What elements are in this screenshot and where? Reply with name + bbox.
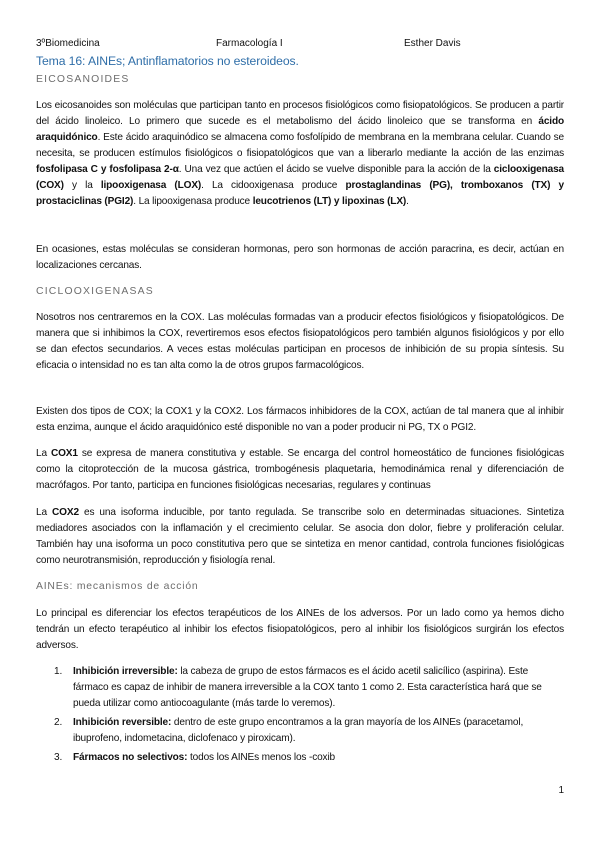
section-heading-ciclooxigenasas: CICLOOXIGENASAS xyxy=(36,286,154,297)
header-course: 3ºBiomedicina xyxy=(36,38,100,49)
document-title: Tema 16: AINEs; Antinflamatorios no esteroideos. xyxy=(36,54,299,68)
page-number: 1 xyxy=(558,785,564,796)
section-heading-aines: AINEs: mecanismos de acción xyxy=(36,581,199,592)
header-author: Esther Davis xyxy=(404,38,461,49)
paragraph-eicosanoides-intro: Los eicosanoides son moléculas que participan tanto en procesos fisiológicos como fisiopatológicos. Se producen a partir del ácido linoleico. Lo primero que sucede es el metabolismo del ácido linoleico que se transforma en ácido araquidónico. Este ácido araquinódico se almacena como fosfolípido de membrana en la membrana celular. Cuando se necesita, se producen estímulos fisiológicos o fisiopatológicos que van a liberarlo mediante la acción de las enzimas fosfolipasa C y fosfolipasa 2-α. Una vez que actúen el ácido se vuelve disponible para la acción de la ciclooxigenasa (COX) y la lipooxigenasa (LOX). La cidooxigenasa produce prostaglandinas (PG), tromboxanos (TX) y prostaciclinas (PGI2). La lipooxigenasa produce leucotrienos (LT) y lipoxinas (LX). xyxy=(36,100,565,207)
paragraph-cox1: La COX1 se expresa de manera constitutiva y estable. Se encarga del control homeostático de funciones fisiológicas como la citoprotección de la mucosa gástrica, trombogénesis plaquetaria, hemodinámica renal y diferenciación de macrófagos. Por tanto, participa en funciones fisiológicas necesarias, regulares y continuas xyxy=(36,448,564,491)
header-subject: Farmacología I xyxy=(216,38,283,49)
paragraph-eicosanoides-hormonas: En ocasiones, estas moléculas se consideran hormonas, pero son hormonas de acción paracrina, es decir, actúan en localizaciones cercanas. xyxy=(36,244,564,271)
section-heading-eicosanoides: EICOSANOIDES xyxy=(36,74,130,85)
paragraph-aines-intro: Lo principal es diferenciar los efectos terapéuticos de los AINEs de los adversos. Por un lado como ya hemos dicho tendrán un efecto terapéutico al inhibir los efectos fisiopatológicos, pero al inhibir los fisiológicos surgirán los efectos adversos. xyxy=(36,608,564,651)
list-item: 1. Inhibición irreversible: la cabeza de grupo de estos fármacos es el ácido acetil salicílico (aspirina). Este fármaco es capaz de inhibir de manera irreversible a la COX tanto 1 como 2. Esta característica hará que se pueda utilizar como antiocoagulante (más tarde lo veremos). xyxy=(54,666,542,709)
aines-list xyxy=(36,664,564,769)
list-item: 2. Inhibición reversible: dentro de este grupo encontramos a la gran mayoría de los AINEs (paracetamol, ibuprofeno, indometacina, diclofenaco y piroxicam). xyxy=(54,717,524,744)
paragraph-cox-intro: Nosotros nos centraremos en la COX. Las moléculas formadas van a producir efectos fisiológicos y fisiopatológicos. De manera que si inhibimos la COX, revertiremos esos efectos fisiopatológicos pero también algunos fisiológicos y por ello se dan efectos secundarios. A veces estas moléculas participan en procesos de inhibición de su propia síntesis. Su eficacia o intensidad no es tan alta como la de otros grupos farmacológicos. xyxy=(36,312,564,371)
list-item: 3. Fármacos no selectivos: todos los AINEs menos los -coxib xyxy=(54,752,336,763)
paragraph-cox2: La COX2 es una isoforma inducible, por tanto regulada. Se transcribe solo en determinadas situaciones. Sintetiza mediadores asociados con la inflamación y el crecimiento celular. Se asocia don dolor, fiebre y proliferación celular. También hay una isoforma un poco constitutiva pero que se sintetiza en menor cantidad, controla funciones fisiológicas como neurotransmisión, reproducción y fisiología renal. xyxy=(36,507,564,566)
paragraph-cox-tipos: Existen dos tipos de COX; la COX1 y la COX2. Los fármacos inhibidores de la COX, actúan de tal manera que al inhibir esta enzima, aunque el ácido araquidónico esté disponible no van a poder producir ni PG, TX o PGI2. xyxy=(36,406,564,433)
